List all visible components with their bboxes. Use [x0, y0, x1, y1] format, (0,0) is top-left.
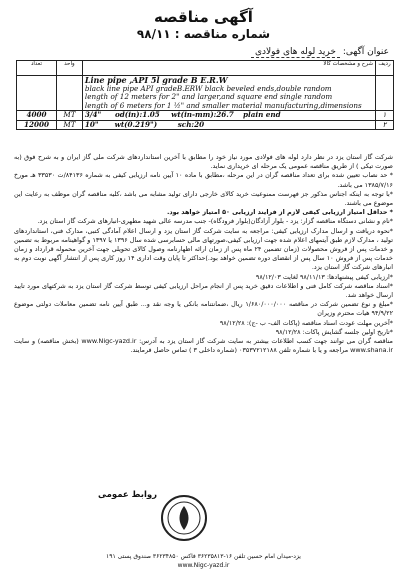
- subject-value: خرید لوله های فولادی: [251, 47, 340, 58]
- row-spec: 10" wt(0.219") sch:20: [82, 120, 375, 130]
- row-number: ۱: [375, 111, 393, 121]
- paragraph-contact: مناقصه گران می توانند جهت کسب اطلاعات بیشتر به سایت شرکت گاز استان یزد به آدرس: www.Nigc-yazd.ir (بخش مناقصه) و سایت www.shana.ir مراجعه و یا با شماره تلفن ۰۳۵۳۷۲۱۲۱۸۸ (شماره داخلی ۳ ) تماس حاصل فرمایند.: [14, 337, 393, 355]
- description-row: [17, 76, 394, 111]
- paragraph-documents-send: *اسناد مناقصه شرکت کامل فنی و اطلاعات دقیق خرید پس از انجام مراحل ارزیابی کیفی توسط شرکت گاز استان یزد به شرکتهای مورد تایید ارسال خواهد شد.: [14, 281, 393, 300]
- paragraph-documents: *نحوه دریافت و ارسال مدارک ارزیابی کیفی: مراجعه به سایت شرکت گاز استان یزد و ارسال اعلام آمادگی کتبی، مدارک فنی، استانداردهای تولید ، مدارک لازم طبق آیتمهای اعلام شده جهت ارزیابی کیفی،صورتهای مالی حسابرسی شده سال ۱۳۹۶ یا ۱۳۹۷ و گواهینامه مربوط به تضمین و خدمات پس از فروش محصولات (زمان تضمین ۲۴ ماه پس از زمان ارائه اظهارنامه وصول کالای تحویلی جهت آخرین محموله قرارداد و زمان خدمات پس از فروش ۱۰ سال پس از انقضای دوره تضمین خواهد بود.)حداکثر تا پایان وقت اداری ۱۴ روز کاری پس از انتشار آگهی نوبت دوم به انبارهای شرکت گاز استان یزد.: [14, 226, 393, 272]
- notice-body: [14, 153, 393, 355]
- notice-title: آگهی مناقصه: [154, 8, 253, 26]
- table-row: [17, 111, 394, 121]
- paragraph-opening: *تاریخ اولین جلسه گشایش پاکات: ۹۸/۱۲/۲۸: [275, 327, 393, 336]
- paragraph-min-score: * حداقل امتیاز ارزیابی کیفی لازم از فرایند ارزیابی ۵۰ امتیاز خواهد بود.: [166, 208, 393, 217]
- footer: [0, 552, 407, 570]
- items-table: [16, 60, 394, 130]
- footer-website: www.Nigc-yazd.ir: [177, 562, 230, 569]
- table-header-row: [17, 61, 394, 76]
- company-logo-icon: [160, 494, 208, 542]
- row-spec: 3/4" od(in):1.05 wt(in-mm):26.7 plain end: [82, 111, 375, 121]
- header-quantity: تعداد: [17, 61, 57, 76]
- row-unit: MT: [56, 120, 82, 130]
- desc-line: length of 12 meters for 2" and larger,and square end single random: [84, 92, 333, 101]
- paragraph-guarantee: *مبلغ و نوع تضمین شرکت در مناقصه ۱/۶۸۰/۰۰۰/۰۰۰ ریال ،ضمانتنامه بانکی یا وجه نقد و... طبق آیین نامه تضمین معاملات دولتی موضوع ۹۴/۹/۲۲ هیات محترم وزیران: [14, 300, 393, 318]
- subject-label: عنوان آگهی:: [342, 47, 389, 57]
- header-row: ردیف: [375, 61, 393, 76]
- desc-line: black line pipe API gradeB.ERW black beveled ends,double random: [84, 83, 332, 93]
- item-description: [82, 76, 375, 111]
- notice-subject: [251, 47, 389, 57]
- desc-line: Line pipe ,API 5l grade B E.R.W: [84, 75, 228, 85]
- footer-address: یزد-میدان امام حسین تلفن ۱۶-۳۶۲۳۵۸۱۳ فاکس ۳۶۲۳۴۸۵۰ صندوق پستی ۱۹۱: [106, 553, 301, 560]
- row-qty: 4000: [17, 111, 57, 121]
- row-unit: MT: [56, 111, 82, 121]
- row-qty: 12000: [17, 120, 57, 130]
- table-row: [17, 120, 394, 130]
- paragraph-domestic: *با توجه به اینکه اجناس مذکور جز فهرست ممنوعیت خرید کالای خارجی دارای تولید مشابه می باشد ،کلیه مناقصه گران موظف به رعایت این موضوع می باشند.: [14, 189, 393, 208]
- desc-line: length of 6 meters for 1 ½" and smaller material manufacturing,dimensions: [84, 100, 362, 110]
- tender-number: شماره مناقصه : ۹۸/۱۱: [136, 27, 271, 41]
- public-relations-signature: روابط عمومی: [98, 490, 158, 500]
- paragraph-intro: شرکت گاز استان یزد در نظر دارد لوله های فولادی مورد نیاز خود را مطابق با آخرین استانداردهای شرکت ملی گاز ایران و به شرح فوق (به صورت تیکی ) از طریق مناقصه عمومی یک مرحله ای خریداری نماید.: [14, 153, 393, 171]
- paragraph-quorum: * حد نصاب تعیین شده برای تعداد مناقصه گران در این مرحله ،مطابق با ماده ۱۰ آیین نامه ارزیابی کیفی به شماره ۸۴۱۳۶/ت ۳۳۵۳۰ هـ مورخ ۱۳۸۵/۷/۱۶ می باشد.: [14, 171, 394, 189]
- row-number: ۲: [375, 120, 393, 130]
- header-unit: واحد: [56, 61, 82, 76]
- paragraph-address: *نام و نشانی دستگاه مناقصه گزار: یزد - بلوار آزادگان(بلوار فرودگاه)- جنب مدرسه عالی شهید مطهری-انبارهای شرکت گاز استان یزد.: [37, 217, 393, 226]
- header-description: شرح و مشخصات کالا: [82, 61, 375, 76]
- paragraph-evaluation: *ارزیابی کیفی پیشنهادها: ۹۸/۱۱/۱۳ لغایت ۹۸/۱۲/۰۳: [255, 272, 393, 281]
- paragraph-deadline: *آخرین مهلت عودت اسناد مناقصه (پاکات الف- ب -ج): ۹۸/۱۲/۲۸: [219, 318, 393, 327]
